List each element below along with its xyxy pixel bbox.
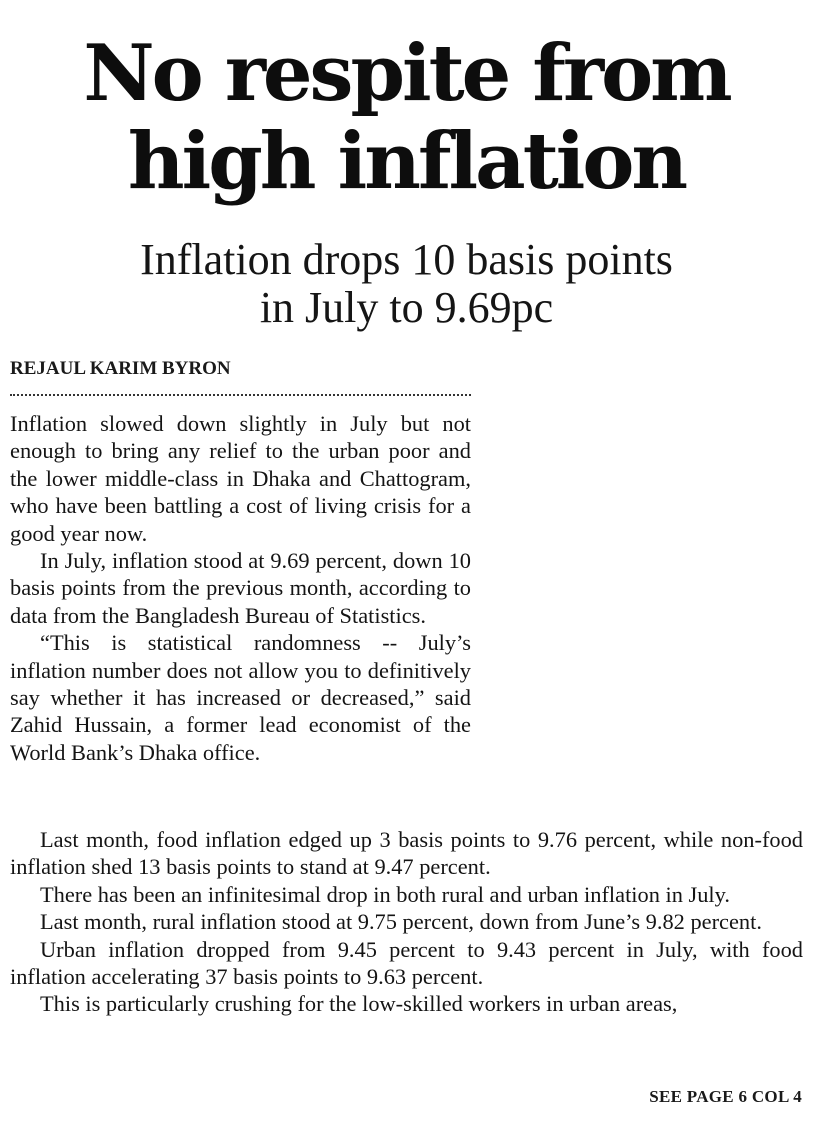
subheadline-line-2: in July to 9.69pc	[259, 283, 554, 332]
article-paragraph: “This is statistical randomness -- July’s inflation number does not allow you to definitively say whether it has increased or decreased,” said Zahid Hussain, a former lead economist of the World Bank’s Dhaka office.	[10, 630, 471, 765]
continuation-jump-line: SEE PAGE 6 COL 4	[649, 1087, 802, 1106]
headline-line-1: No respite from	[83, 28, 730, 119]
article-paragraph: This is particularly crushing for the low-skilled workers in urban areas,	[40, 991, 678, 1017]
article-body-wide-column	[10, 826, 803, 1018]
byline: REJAUL KARIM BYRON	[10, 358, 231, 379]
article-paragraph: There has been an infinitesimal drop in both rural and urban inflation in July.	[40, 881, 730, 907]
article-body-narrow-column	[10, 410, 471, 766]
article-paragraph: Inflation slowed down slightly in July but not enough to bring any relief to the urban poor and the lower middle-class in Dhaka and Chattogram, who have been battling a cost of living crisis for a good year now.	[10, 411, 471, 546]
headline	[0, 30, 813, 206]
article-paragraph: Last month, rural inflation stood at 9.75 percent, down from June’s 9.82 percent.	[40, 909, 762, 935]
headline-line-2: high inflation	[127, 116, 686, 207]
article-paragraph: Last month, food inflation edged up 3 basis points to 9.76 percent, while non-food inflation shed 13 basis points to stand at 9.47 percent.	[10, 827, 803, 880]
article-paragraph: Urban inflation dropped from 9.45 percent to 9.43 percent in July, with food inflation accelerating 37 basis points to 9.63 percent.	[10, 936, 803, 990]
byline-divider	[10, 394, 471, 396]
subheadline-line-1: Inflation drops 10 basis points	[140, 235, 673, 284]
subheadline	[0, 236, 813, 332]
article-paragraph: In July, inflation stood at 9.69 percent, down 10 basis points from the previous month, according to data from the Bangladesh Bureau of Statistics.	[10, 548, 471, 628]
